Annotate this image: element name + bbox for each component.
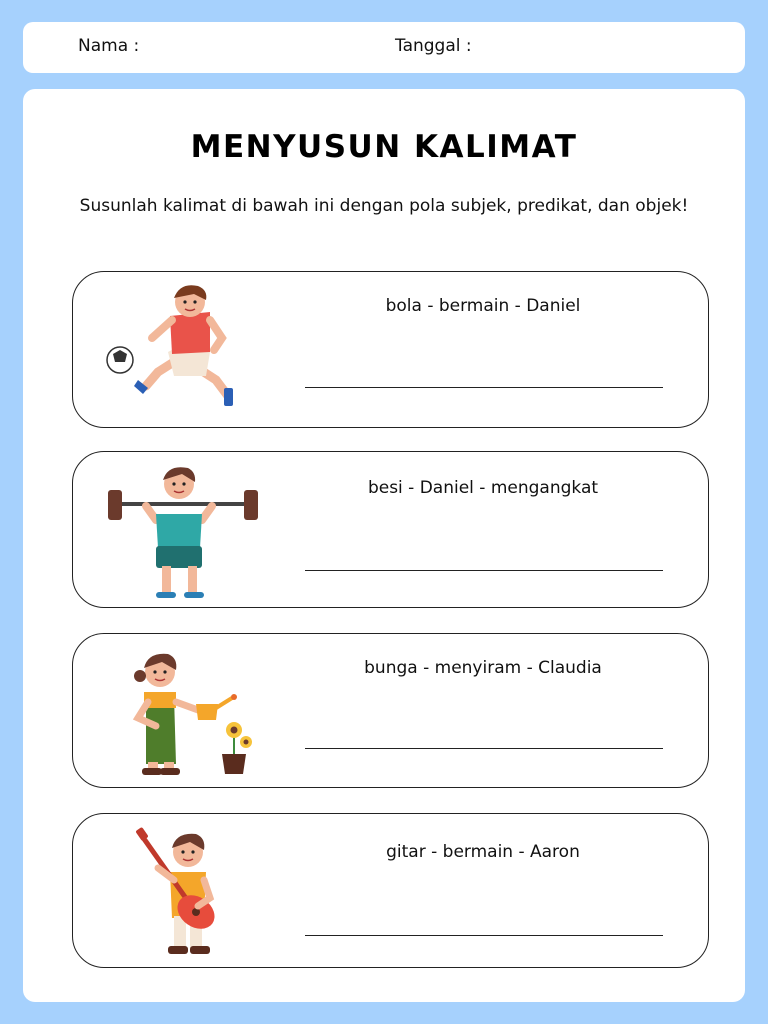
page-title: MENYUSUN KALIMAT bbox=[190, 129, 578, 165]
boy-playing-guitar-illustration bbox=[98, 822, 268, 962]
word-prompt-2: besi - Daniel - mengangkat bbox=[367, 478, 599, 498]
name-label: Nama : bbox=[78, 36, 140, 56]
word-prompt-1: bola - bermain - Daniel bbox=[385, 296, 581, 316]
date-label: Tanggal : bbox=[395, 36, 472, 56]
boy-kicking-ball-illustration bbox=[98, 280, 268, 420]
answer-line-1[interactable] bbox=[305, 387, 663, 388]
exercise-card-4 bbox=[72, 813, 709, 968]
instruction-text: Susunlah kalimat di bawah ini dengan pola subjek, predikat, dan objek! bbox=[79, 196, 689, 216]
answer-line-2[interactable] bbox=[305, 570, 663, 571]
exercise-card-1 bbox=[72, 271, 709, 428]
exercise-card-3 bbox=[72, 633, 709, 788]
header-card bbox=[23, 22, 745, 73]
word-prompt-4: gitar - bermain - Aaron bbox=[386, 842, 580, 862]
exercise-card-2 bbox=[72, 451, 709, 608]
worksheet-card bbox=[23, 89, 745, 1002]
boy-lifting-barbell-illustration bbox=[98, 460, 268, 600]
answer-line-3[interactable] bbox=[305, 748, 663, 749]
answer-line-4[interactable] bbox=[305, 935, 663, 936]
girl-watering-flower-illustration bbox=[98, 642, 268, 782]
word-prompt-3: bunga - menyiram - Claudia bbox=[364, 658, 602, 678]
